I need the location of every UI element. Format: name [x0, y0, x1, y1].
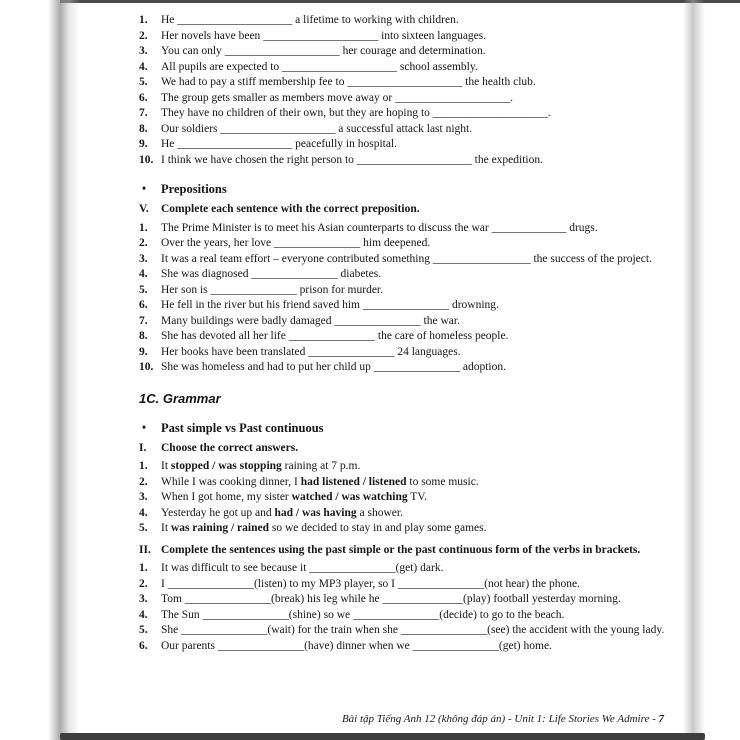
text-segment: the expedition. — [471, 153, 543, 166]
text-segment: (shine) so we — [288, 608, 353, 621]
text-segment: into sixteen languages. — [378, 29, 487, 42]
item-number: I. — [139, 441, 147, 454]
text-segment: diabetes. — [337, 268, 382, 280]
item-text — [161, 329, 674, 345]
exercise-item — [139, 592, 674, 608]
text-segment: The Prime Minister is to meet his Asian counterparts to discuss the war — [161, 221, 492, 234]
page-footer — [342, 712, 664, 726]
exercise-item — [139, 13, 674, 29]
exercise-item — [139, 221, 674, 237]
item-text — [161, 29, 674, 45]
text-segment: . — [547, 107, 551, 119]
text-segment: While I was cooking dinner, I — [161, 475, 301, 488]
text-segment: It was difficult to see because it — [161, 562, 310, 574]
item-number: 3. — [139, 252, 148, 265]
blank-line: _______________ — [184, 593, 272, 605]
text-segment: TV. — [407, 491, 427, 503]
text-segment: He — [161, 138, 178, 150]
item-number: 6. — [139, 299, 148, 311]
item-number: 4. — [139, 60, 148, 73]
item-text — [161, 75, 674, 91]
text-segment: Choose the correct answers. — [161, 441, 299, 454]
item-text — [161, 153, 674, 169]
blank-line: ____________________ — [432, 107, 548, 119]
text-segment: (get) dark. — [395, 562, 444, 574]
exercise-item — [139, 329, 674, 345]
text-segment: . — [510, 91, 513, 104]
item-number: 4. — [139, 608, 148, 621]
exercise-item — [139, 137, 674, 153]
blank-line: _______________ — [400, 624, 488, 636]
text-segment: a shower. — [356, 506, 403, 519]
exercise-1-instruction — [139, 441, 674, 457]
exercise-item — [139, 252, 674, 268]
blank-line: _______________ — [373, 361, 460, 373]
text-segment: (listen) to my MP3 player, so I — [253, 577, 398, 590]
item-text — [161, 60, 674, 76]
blank-line: ____________________ — [347, 76, 463, 88]
exercise-item — [139, 639, 674, 655]
item-text — [161, 639, 674, 655]
blank-line: ____________________ — [282, 60, 398, 73]
prepositions-heading — [139, 181, 674, 197]
text-segment: a lifetime to working with children. — [292, 14, 459, 26]
text-segment: Over the years, her love — [161, 237, 275, 249]
text-segment: He — [161, 14, 178, 26]
blank-line: _______________ — [334, 314, 421, 327]
exercise-item — [139, 345, 674, 361]
item-number: 1. — [139, 14, 148, 26]
item-text — [161, 221, 674, 237]
item-number: 10. — [139, 153, 154, 166]
item-number: 7. — [139, 314, 148, 327]
exercise-item — [139, 506, 674, 522]
item-number: 8. — [139, 122, 148, 135]
prepositions-heading-text: Prepositions — [161, 182, 227, 196]
text-segment: (get) home. — [498, 639, 552, 652]
item-number: 5. — [139, 522, 148, 534]
instruction-row — [139, 202, 674, 218]
blank-line: _______________ — [167, 577, 254, 590]
text-segment: It — [161, 522, 171, 534]
text-segment: adoption. — [459, 361, 506, 373]
blank-line: _______________ — [288, 330, 375, 342]
exercise-item — [139, 608, 674, 624]
text-segment: Her books have been translated — [161, 345, 309, 358]
grammar-section-heading: 1C. Grammar — [139, 390, 221, 406]
exercise-2-instruction — [139, 543, 674, 559]
text-segment: I — [161, 577, 168, 590]
text-segment: drowning. — [449, 299, 499, 311]
text-segment: him deepened. — [360, 237, 431, 249]
text-segment: She has devoted all her life — [161, 330, 289, 342]
page-edge-bottom — [60, 733, 705, 740]
item-number: 6. — [139, 91, 148, 104]
text-segment: watched / was watching — [291, 491, 408, 503]
text-segment: The group gets smaller as members move away or — [161, 91, 396, 104]
page-content — [139, 11, 674, 654]
item-text — [161, 13, 674, 29]
exercise-item — [139, 29, 674, 45]
blank-line: _______________ — [352, 608, 440, 621]
text-segment: prison for murder. — [296, 283, 383, 296]
text-segment: so we decided to stay in and play some games. — [269, 522, 487, 534]
item-number: 2. — [139, 237, 148, 249]
item-number: 5. — [139, 76, 148, 88]
text-segment: Tom — [161, 593, 185, 605]
exercise-item — [139, 60, 674, 76]
blank-line: ____________________ — [220, 122, 336, 135]
item-text — [161, 543, 674, 559]
grammar-subheading — [139, 420, 674, 436]
exercise-item — [139, 561, 674, 577]
item-text — [161, 91, 674, 107]
item-number: 5. — [139, 283, 148, 296]
item-text — [161, 561, 674, 577]
item-number: 9. — [139, 138, 148, 150]
exercise-2-list — [139, 561, 674, 654]
exercise-item — [139, 122, 674, 138]
instruction-row — [139, 441, 674, 457]
text-segment: 24 languages. — [394, 345, 461, 358]
exercise-item — [139, 475, 674, 491]
text-segment: had / was having — [274, 506, 357, 519]
item-number: 9. — [139, 345, 148, 358]
blank-line: ____________________ — [356, 153, 472, 166]
text-segment: raining at 7 p.m. — [281, 460, 361, 472]
item-text — [161, 521, 674, 537]
item-text — [161, 314, 674, 330]
bullet-icon: • — [142, 421, 147, 434]
prepositions-instruction — [139, 202, 674, 218]
blank-line: _______________ — [397, 577, 485, 590]
item-number: 1. — [139, 221, 148, 234]
text-segment: (see) the accident with the young lady. — [487, 624, 665, 636]
item-text — [161, 252, 674, 268]
item-number: 1. — [139, 460, 148, 472]
item-number: 6. — [139, 639, 148, 652]
exercise-item — [139, 298, 674, 314]
item-text — [161, 236, 674, 252]
item-text — [161, 122, 674, 138]
text-segment: drugs. — [566, 221, 598, 234]
item-text — [161, 267, 674, 283]
item-number: V. — [139, 203, 149, 215]
text-segment: They have no children of their own, but they are hoping to — [161, 107, 433, 119]
item-number: 2. — [139, 577, 148, 590]
verb-exercise-list — [139, 13, 674, 168]
text-segment: Her novels have been — [161, 29, 264, 42]
blank-line: _____________ — [491, 221, 567, 234]
text-segment: She was homeless and had to put her child up — [161, 361, 374, 373]
item-text — [161, 345, 674, 361]
text-segment: We had to pay a stiff membership fee to — [161, 76, 348, 88]
grammar-exercise-1 — [139, 441, 674, 537]
page-edge-shadow-right — [683, 0, 705, 740]
text-segment: (play) football yesterday morning. — [463, 593, 621, 605]
exercise-item — [139, 521, 674, 537]
item-number: 1. — [139, 562, 148, 574]
instruction-row — [139, 543, 674, 559]
text-segment: 7 — [658, 713, 664, 725]
item-number: 2. — [139, 475, 148, 488]
exercise-item — [139, 360, 674, 376]
text-segment: Our parents — [161, 639, 218, 652]
blank-line: _______________ — [202, 608, 289, 621]
grammar-subheading-text: Past simple vs Past continuous — [161, 420, 324, 435]
exercise-1-list — [139, 459, 674, 537]
exercise-item — [139, 91, 674, 107]
blank-line: _______________ — [217, 639, 305, 652]
blank-line: _______________ — [274, 237, 361, 249]
item-text — [161, 459, 674, 475]
item-text — [161, 298, 674, 314]
text-segment: (not hear) the phone. — [484, 577, 580, 590]
item-text — [161, 44, 674, 60]
text-segment: She — [161, 624, 182, 636]
item-text — [161, 592, 674, 608]
item-text — [161, 475, 674, 491]
blank-line: ____________________ — [224, 45, 340, 57]
exercise-item — [139, 106, 674, 122]
exercise-item — [139, 283, 674, 299]
text-segment: She was diagnosed — [161, 268, 252, 280]
text-segment: The Sun — [161, 608, 203, 621]
blank-line: ____________________ — [263, 29, 379, 42]
text-segment: Many buildings were badly damaged — [161, 314, 335, 327]
text-segment: Our soldiers — [161, 122, 221, 135]
text-segment: the success of the project. — [530, 252, 652, 265]
text-segment: the war. — [420, 314, 460, 327]
item-text — [161, 506, 674, 522]
blank-line: ____________________ — [395, 91, 511, 104]
item-text — [161, 441, 674, 457]
text-segment: the health club. — [462, 76, 536, 88]
text-segment: Yesterday he got up and — [161, 506, 275, 519]
item-text — [161, 623, 674, 639]
text-segment: Bài tập Tiếng Anh 12 (không đáp án) - Unit 1: Life Stories We Admire - — [341, 713, 659, 725]
exercise-item — [139, 459, 674, 475]
text-segment: (wait) for the train when she — [267, 624, 401, 636]
item-text — [161, 490, 674, 506]
exercise-item — [139, 577, 674, 593]
exercise-item — [139, 267, 674, 283]
blank-line: ______________ — [382, 593, 463, 605]
blank-line: _______________ — [362, 299, 450, 311]
exercise-item — [139, 623, 674, 639]
text-segment: (decide) to go to the beach. — [439, 608, 565, 621]
text-segment: All pupils are expected to — [161, 60, 283, 73]
page-edge-shadow-left — [48, 0, 80, 740]
item-text — [161, 202, 674, 218]
item-number: 4. — [139, 268, 148, 280]
blank-line: _______________ — [309, 562, 396, 574]
text-segment: I think we have chosen the right person to — [161, 153, 357, 166]
blank-line: _______________ — [308, 345, 395, 358]
text-segment: school assembly. — [397, 60, 478, 73]
text-segment: to some music. — [406, 475, 479, 488]
text-segment: had listened / listened — [300, 475, 407, 488]
text-segment: He fell in the river but his friend saved him — [161, 299, 363, 311]
item-number: 8. — [139, 330, 148, 342]
blank-line: _______________ — [181, 624, 268, 636]
bullet-icon: • — [142, 183, 147, 195]
text-segment: a successful attack last night. — [335, 122, 473, 135]
blank-line: ____________________ — [177, 14, 293, 26]
exercise-item — [139, 44, 674, 60]
blank-line: _______________ — [210, 283, 297, 296]
exercise-item — [139, 75, 674, 91]
text-segment: (have) dinner when we — [304, 639, 413, 652]
item-number: 3. — [139, 491, 148, 503]
item-text — [161, 137, 674, 153]
blank-line: _________________ — [432, 252, 531, 265]
item-text — [161, 608, 674, 624]
text-segment: (break) his leg while he — [271, 593, 383, 605]
item-number: 4. — [139, 506, 148, 519]
item-number: 10. — [139, 361, 154, 373]
text-segment: It was a real team effort – everyone contributed something — [161, 252, 433, 265]
grammar-exercise-2 — [139, 543, 674, 655]
text-segment: Her son is — [161, 283, 211, 296]
text-segment: her courage and determination. — [339, 45, 486, 57]
page-edge-top — [60, 0, 740, 3]
item-number: 7. — [139, 107, 148, 119]
text-segment: When I got home, my sister — [161, 491, 292, 503]
exercise-item — [139, 490, 674, 506]
item-number: II. — [139, 543, 151, 556]
item-number: 3. — [139, 45, 148, 57]
item-text — [161, 283, 674, 299]
text-segment: Complete the sentences using the past simple or the past continuous form of the verbs in brackets. — [161, 543, 641, 556]
item-number: 2. — [139, 29, 148, 42]
item-number: 3. — [139, 593, 148, 605]
text-segment: peacefully in hospital. — [292, 138, 398, 150]
item-text — [161, 106, 674, 122]
text-segment: the care of homeless people. — [375, 330, 509, 342]
exercise-item — [139, 153, 674, 169]
item-number: 5. — [139, 624, 148, 636]
exercise-item — [139, 314, 674, 330]
text-segment: was raining / rained — [170, 522, 269, 534]
blank-line: ____________________ — [177, 138, 293, 150]
text-segment: You can only — [161, 45, 225, 57]
item-text — [161, 360, 674, 376]
blank-line: _______________ — [412, 639, 499, 652]
prepositions-list — [139, 221, 674, 376]
exercise-item — [139, 236, 674, 252]
text-segment: stopped / was stopping — [170, 460, 282, 472]
text-segment: It — [161, 460, 171, 472]
blank-line: _______________ — [251, 268, 338, 280]
item-text — [161, 577, 674, 593]
text-segment: Complete each sentence with the correct preposition. — [161, 203, 420, 215]
